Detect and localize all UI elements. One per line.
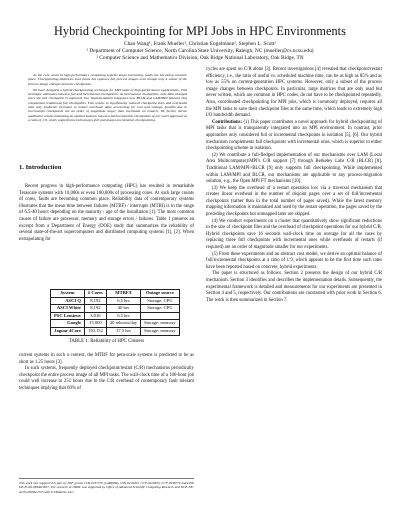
table-row (51, 312, 180, 320)
footnote: This work was supported in part by NSF grants CCR-0237570 (CAREER), CNS-0410203, CCF-0429653, CCF-0958779 and DOE DE-FG02-08ER25837. The research at ORNL was supported by Office of Advanced Scientific Computing Research and DOE DE-AC05-00OR22725 with UT-Battelle, LLC. (19, 478, 194, 494)
table-cell: ASCI White (51, 305, 85, 313)
right-column (206, 67, 382, 304)
abstract (28, 73, 187, 124)
abstract-paragraph: As the core count in high-performance computing systems keeps increasing, faults are becoming common place. Checkpointing addresses such faults but captures full process images even though only a subset of the process image changes between checkpoints. (28, 73, 187, 86)
table-row (51, 327, 180, 335)
table-header-cell: # Cores (84, 290, 106, 298)
table-header-cell: System (51, 290, 85, 298)
body-paragraph: In such systems, frequently deployed checkpoint/restart (C/R) mechanisms periodically checkpoint the entire process image of all MPI tasks. The wall-clock time of a 100-hour job could well increase to 251 hours due to the C/R overhead of contemporary fault tolerant techniques implying that 60% of (19, 366, 194, 391)
table-cell: 6.5 hrs (106, 297, 140, 305)
table-cell: 8,192 (84, 297, 106, 305)
table-cell: 20 reboots/day (106, 320, 140, 328)
table-row (51, 297, 180, 305)
table-cell: Google (51, 320, 85, 328)
table-header-row (51, 290, 180, 298)
affiliation-1: ¹ Department of Computer Science, North Carolina State University, Raleigh, NC (mueller@cs.ncsu.edu) (86, 48, 314, 54)
body-paragraph: cycles are spent on C/R alone [3]. Recent investigations [4] revealed that checkpoint/restart efficiency, i.e., the ratio of useful vs. scheduled machine time, can be as high as 85% and as low as 55% on current-generation HPC systems. However, only a subset of the process image changes between checkpoints. In particular, large matrices that are only read but never written, which are common in HPC codes, do not have to be checkpointed repeatedly. Also, coordinated checkpointing for MPI jobs, which is commonly deployed, requires all the MPI tasks to save their checkpoint files at the same time, which leads to extremely high I/O bandwidth demand. (206, 67, 382, 119)
contributions-paragraph (206, 120, 382, 153)
table-header-cell: Outage source (141, 290, 180, 298)
table-caption: TABLE 1. Reliability of HPC Clusters (68, 339, 145, 344)
table-row (51, 320, 180, 328)
table-cell: ASCI Q (51, 297, 85, 305)
body-paragraph: The paper is structured as follows. Section 2 presents the design of our hybrid C/R mechanism. Section 3 identifies and describes the implementation details. Subsequently, the experimental framework is detailed and measurements for our experiments are presented in Section 4 and 5, respectively. Our contributions are contrasted with prior work in Section 6. The work is then summarized in Section 7. (206, 271, 382, 303)
table-cell (141, 312, 180, 320)
section-heading-introduction: 1. Introduction (19, 164, 62, 171)
body-paragraph: (4) We conduct experiments on a cluster that quantitatively show significant reductions in the size of checkpoint files and the overhead of checkpoint operations for our hybrid C/R. Hybrid checkpoints save 16 seconds wall-clock time on average for all the cases by replacing three full checkpoints with incremental ones while overheads of restarts (if required) are an order of magnitude smaller for our experiments. (206, 218, 382, 251)
intro-paragraph (19, 184, 194, 243)
paper-title: Hybrid Checkpointing for MPI Jobs in HPC Environments (53, 24, 347, 38)
intro-continued (19, 353, 194, 393)
table-cell: Storage, memory (141, 327, 180, 335)
author-names: Chao Wang¹, Frank Mueller¹, Christian Engelmann², Stephen L. Scott² (123, 41, 277, 47)
table-cell: 3,016 (84, 312, 106, 320)
contributions-label: Contributions: (212, 119, 243, 125)
table-row (51, 305, 180, 313)
abstract-paragraph: We have designed a hybrid checkpointing technique for MPI tasks of high-performance applications. This technique alternates between full and incremental checkpoints: At incremental checkpoints, only data changed since the last checkpoint is captured. Our implementation integrates new BLCR and LAM/MPI features that complement traditional full checkpoints. This results in significantly reduced checkpoint sizes and overheads with only moderate increases in restart overhead. After accounting for cost and savings, benefits due to incremental checkpoints are an order of magnitude larger than overheads on restarts. We further derive qualitative results indicating an optimal balance between full/incremental checkpoints of our novel approach at a ratio of 1:9, which outperforms both always-full and always-incremental checkpointing. (28, 87, 187, 122)
body-paragraph: (2) We contribute a full-fledged implementation of our mechanisms over LAM (Local Area Multicomputer)/MPI's C/R support [7] through Berkeley Labs C/R (BLCR) [8]. Traditional LAM/MPI+BLCR [9] only supports full checkpointing. While implemented within LAM/MPI and BLCR, our mechanisms are applicable to any process-migration solution, e.g., the Open MPI FT mechanisms [10]. (206, 152, 382, 185)
contributions-text: (1) This paper contributes a novel approach for hybrid checkpointing of MPI tasks that is transparently integrated into an MPI environment. In contrast, prior approaches only considered full or incremental checkpoints in isolation [5], [6]. Our hybrid mechanism complements full checkpoints with incremental ones, which is superior to either checkpointing scheme in isolation. (206, 119, 382, 152)
body-paragraph: (5) From these experiments and an abstract cost model, we derive an optimal balance of full/incremental checkpoints at a ratio of 1:9, which appears to be the first time such rates have been reported based on concrete, hybrid experiments. (206, 251, 382, 270)
body-paragraph: (3) We keep the overhead of a restart operation low via a traversal mechanism that creates linear overhead in the number of disjoint pages over a set of full/incremental checkpoints (rather than in the total number of pages saved). While the latest memory mapping information is maintained and used by the restart operation, the pages saved by the preceding checkpoints but unmapped later are skipped. (206, 185, 382, 218)
author-block (0, 41, 400, 62)
affiliation-2: ² Computer Science and Mathematics Division, Oak Ridge National Laboratory, Oak Ridge, TN (96, 55, 304, 61)
table-cell: 6.5 hrs (106, 312, 140, 320)
table-cell: 40 hrs (106, 305, 140, 313)
table-cell: PSC Lemieux (51, 312, 85, 320)
table-cell: Jaguar 4Core (51, 327, 85, 335)
body-paragraph: Recent progress in high-performance computing (HPC) has resulted in remarkable Terascale systems with 10,000s or even 100,000s of processing cores. At such large counts of cores, faults are becoming common place. Reliability data of contemporary systems illustrates that the mean time between failures (MTBF) / interrupts (MTBI) is in the range of 6.5-40 hours depending on the maturity / age of the installation [1]. The most common causes of failure are processor, memory and storage errors / failures. Table 1 presents an excerpt from a Department of Energy (DOE) study that summarizes the reliability of several state-of-the-art supercomputers and distributed computing systems [1], [2]. When extrapolating for (19, 184, 194, 242)
table-cell: Storage, CPU (141, 297, 180, 305)
reliability-table (50, 289, 180, 336)
table-cell: 15,000 (84, 320, 106, 328)
table-cell: 37.5 hrs (106, 327, 140, 335)
table-header-cell: MTBF/I (106, 290, 140, 298)
table-cell: Storage, memory (141, 320, 180, 328)
table-cell: 150,152 (84, 327, 106, 335)
table-cell: 8,192 (84, 305, 106, 313)
table-cell: Storage, CPU (141, 305, 180, 313)
body-paragraph: current systems in such a context, the MTBF for peta-scale systems is predicted to be as short as 1.25 hours [3]. (19, 353, 194, 365)
